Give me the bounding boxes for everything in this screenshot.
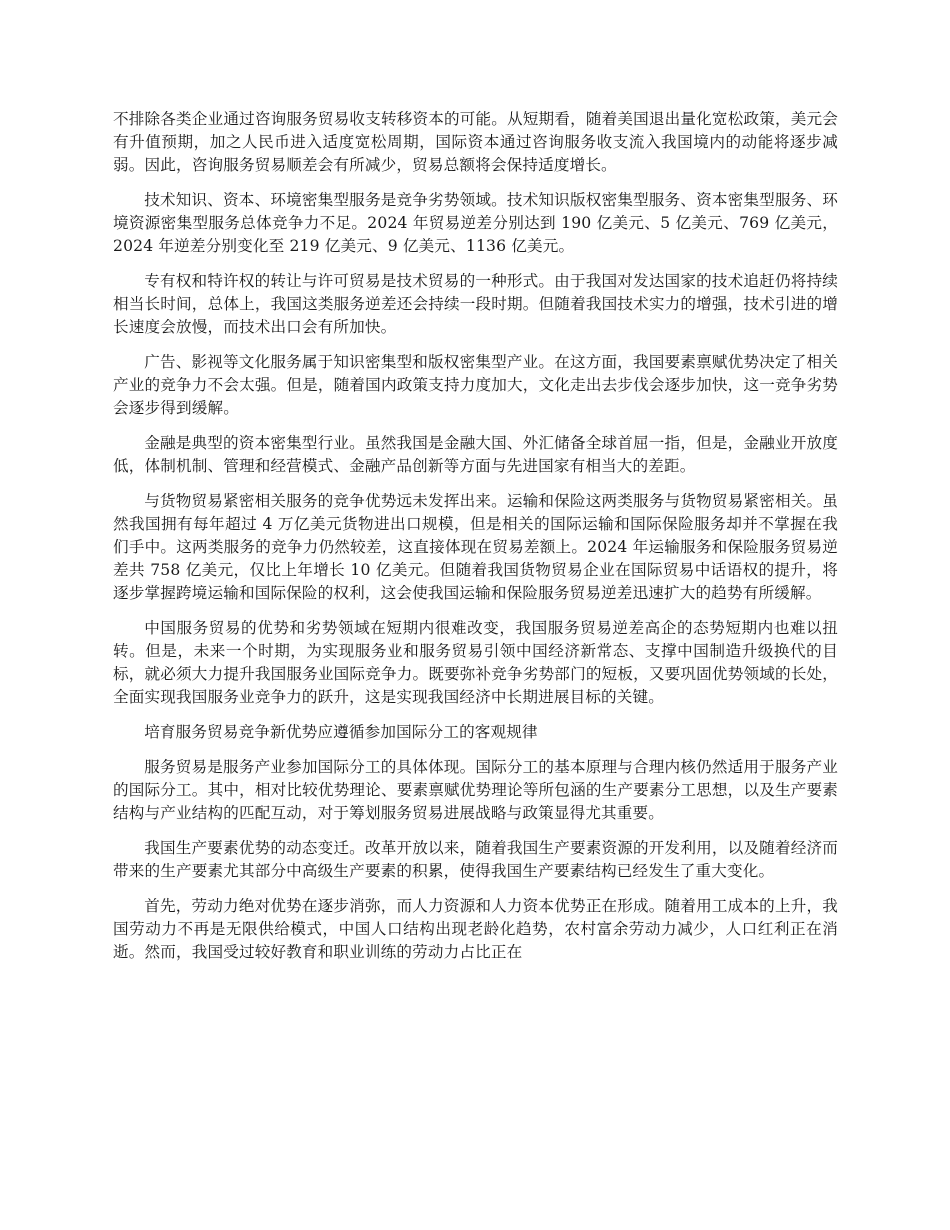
paragraph-finance: 金融是典型的资本密集型行业。虽然我国是金融大国、外汇储备全球首屈一指，但是，金融业开放度低，体制机制、管理和经营模式、金融产品创新等方面与先进国家有相当大的差距。	[113, 434, 838, 475]
paragraph-consulting-services: 不排除各类企业通过咨询服务贸易收支转移资本的可能。从短期看，随着美国退出量化宽松政策，美元会有升值预期，加之人民币进入适度宽松周期，国际资本通过咨询服务收支流入我国境内的动能将逐步减弱。因此，咨询服务贸易顺差会有所减少，贸易总额将会保持适度增长。	[113, 110, 838, 174]
section-heading: 培育服务贸易竞争新优势应遵循参加国际分工的客观规律	[144, 723, 538, 741]
paragraph-labor-advantage: 首先，劳动力绝对优势在逐步消弥，而人力资源和人力资本优势正在形成。随着用工成本的上升，我国劳动力不再是无限供给模式，中国人口结构出现老龄化趋势，农村富余劳动力减少，人口红利正在消逝。然而，我国受过较好教育和职业训练的劳动力占比正在	[113, 897, 838, 961]
document-page	[113, 108, 838, 976]
paragraph-strengths-weaknesses: 中国服务贸易的优势和劣势领域在短期内很难改变，我国服务贸易逆差高企的态势短期内也难以扭转。但是，未来一个时期，为实现服务业和服务贸易引领中国经济新常态、支撑中国制造升级换代的目标，就必须大力提升我国服务业国际竞争力。既要弥补竞争劣势部门的短板，又要巩固优势领域的长处，全面实现我国服务业竞争力的跃升，这是实现我国经济中长期进展目标的关键。	[113, 619, 838, 706]
paragraph-transport-insurance: 与货物贸易紧密相关服务的竞争优势远未发挥出来。运输和保险这两类服务与货物贸易紧密相关。虽然我国拥有每年超过 4 万亿美元货物进出口规模，但是相关的国际运输和国际保险服务却并不掌握在我们手中。这两类服务的竞争力仍然较差，这直接体现在贸易差额上。2024 年运输服务和保险服务贸易逆差共 758 亿美元，仅比上年增长 10 亿美元。但随着我国货物贸易企业在国际贸易中话语权的提升，将逐步掌握跨境运输和国际保险的权利，这会使我国运输和保险服务贸易逆差迅速扩大的趋势有所缓解。	[113, 492, 838, 602]
paragraph-cultural-services: 广告、影视等文化服务属于知识密集型和版权密集型产业。在这方面，我国要素禀赋优势决定了相关产业的竞争力不会太强。但是，随着国内政策支持力度加大，文化走出去步伐会逐步加快，这一竞争劣势会逐步得到缓解。	[113, 353, 838, 417]
paragraph-knowledge-capital-environment: 技术知识、资本、环境密集型服务是竞争劣势领域。技术知识版权密集型服务、资本密集型服务、环境资源密集型服务总体竞争力不足。2024 年贸易逆差分别达到 190 亿美元、5 亿美元、769 亿美元，2024 年逆差分别变化至 219 亿美元、9 亿美元、1136 亿美元。	[113, 191, 838, 255]
paragraph-international-division: 服务贸易是服务产业参加国际分工的具体体现。国际分工的基本原理与合理内核仍然适用于服务产业的国际分工。其中，相对比较优势理论、要素禀赋优势理论等所包涵的生产要素分工思想，以及生产要素结构与产业结构的匹配互动，对于筹划服务贸易进展战略与政策显得尤其重要。	[113, 758, 838, 822]
paragraph-factor-advantage-change: 我国生产要素优势的动态变迁。改革开放以来，随着我国生产要素资源的开发利用，以及随着经济而带来的生产要素尤其部分中高级生产要素的积累，使得我国生产要素结构已经发生了重大变化。	[113, 839, 838, 880]
paragraph-royalties-licenses: 专有权和特许权的转让与许可贸易是技术贸易的一种形式。由于我国对发达国家的技术追赶仍将持续相当长时间，总体上，我国这类服务逆差还会持续一段时期。但随着我国技术实力的增强，技术引进的增长速度会放慢，而技术出口会有所加快。	[113, 272, 838, 336]
